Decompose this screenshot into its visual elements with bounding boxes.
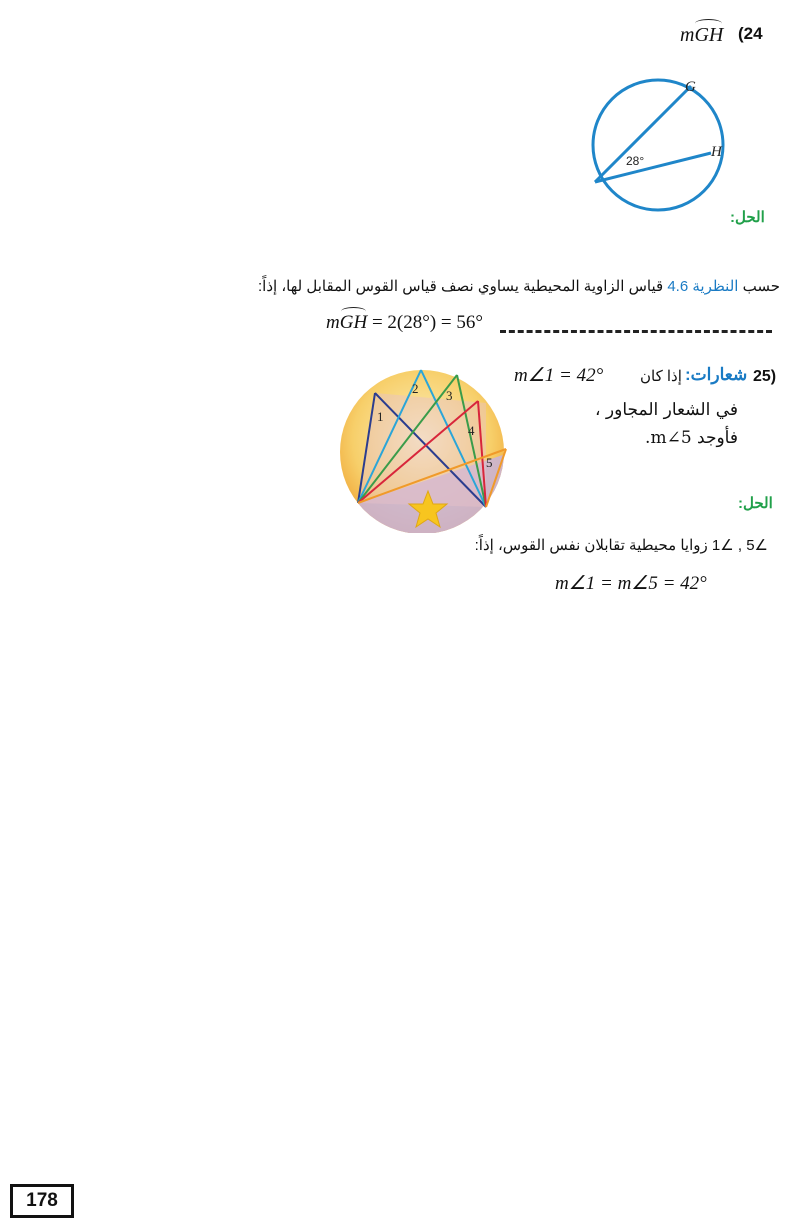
logo-label-2: 2 (412, 381, 419, 396)
question-24-label (680, 24, 723, 47)
theorem-link[interactable]: النظرية (692, 278, 739, 295)
eq1-rhs: = 2(28°) = 56° (371, 312, 483, 333)
solution-1-text (220, 277, 780, 295)
section-divider (500, 330, 772, 333)
circle-outline (593, 80, 723, 210)
question-25-topic: شعارات: (685, 365, 748, 384)
q24-m: m (680, 24, 695, 46)
solution-1-heading: الحل: (730, 209, 765, 226)
question-25-line-2: في الشعار المجاور ، (595, 400, 738, 420)
solution-1-equation (326, 312, 483, 334)
page-number: 178 (26, 1190, 58, 1211)
logo-label-4: 4 (468, 423, 475, 438)
question-25-given: m∠1 = 42° (514, 365, 604, 386)
eq1-m: m (326, 312, 340, 333)
question-25-number: 25) (753, 368, 777, 385)
solution-2-heading: الحل: (738, 495, 773, 512)
eq1-arc-gh: GH (339, 312, 368, 333)
logo-label-5: 5 (486, 455, 493, 470)
solution-2-text: ∠5 , ∠1 زوايا محيطية تقابلان نفس القوس، إذاً: (474, 537, 768, 554)
question-25-line-3: فأوجد m∠5. (645, 428, 738, 448)
point-h-label: H (711, 144, 722, 160)
inscribed-angle-figure (575, 72, 745, 222)
logo-label-3: 3 (446, 388, 453, 403)
sol1-after: قياس الزاوية المحيطية يساوي نصف قياس القوس المقابل لها، إذاً: (257, 278, 664, 295)
point-g-label: G (685, 79, 696, 95)
q24-arc-gh: GH (694, 24, 724, 46)
theorem-number: 4.6 (667, 278, 689, 295)
logo-figure (340, 353, 510, 533)
sol1-before: حسب (742, 278, 780, 295)
chord-to-h (595, 153, 711, 182)
question-25-if: إذا كان (640, 368, 682, 385)
logo-label-1: 1 (377, 409, 384, 424)
solution-2-equation: m∠1 = m∠5 = 42° (555, 573, 707, 594)
question-24-number: (24 (738, 24, 763, 43)
page-number-box (10, 1184, 74, 1218)
angle-label: 28° (626, 154, 645, 168)
